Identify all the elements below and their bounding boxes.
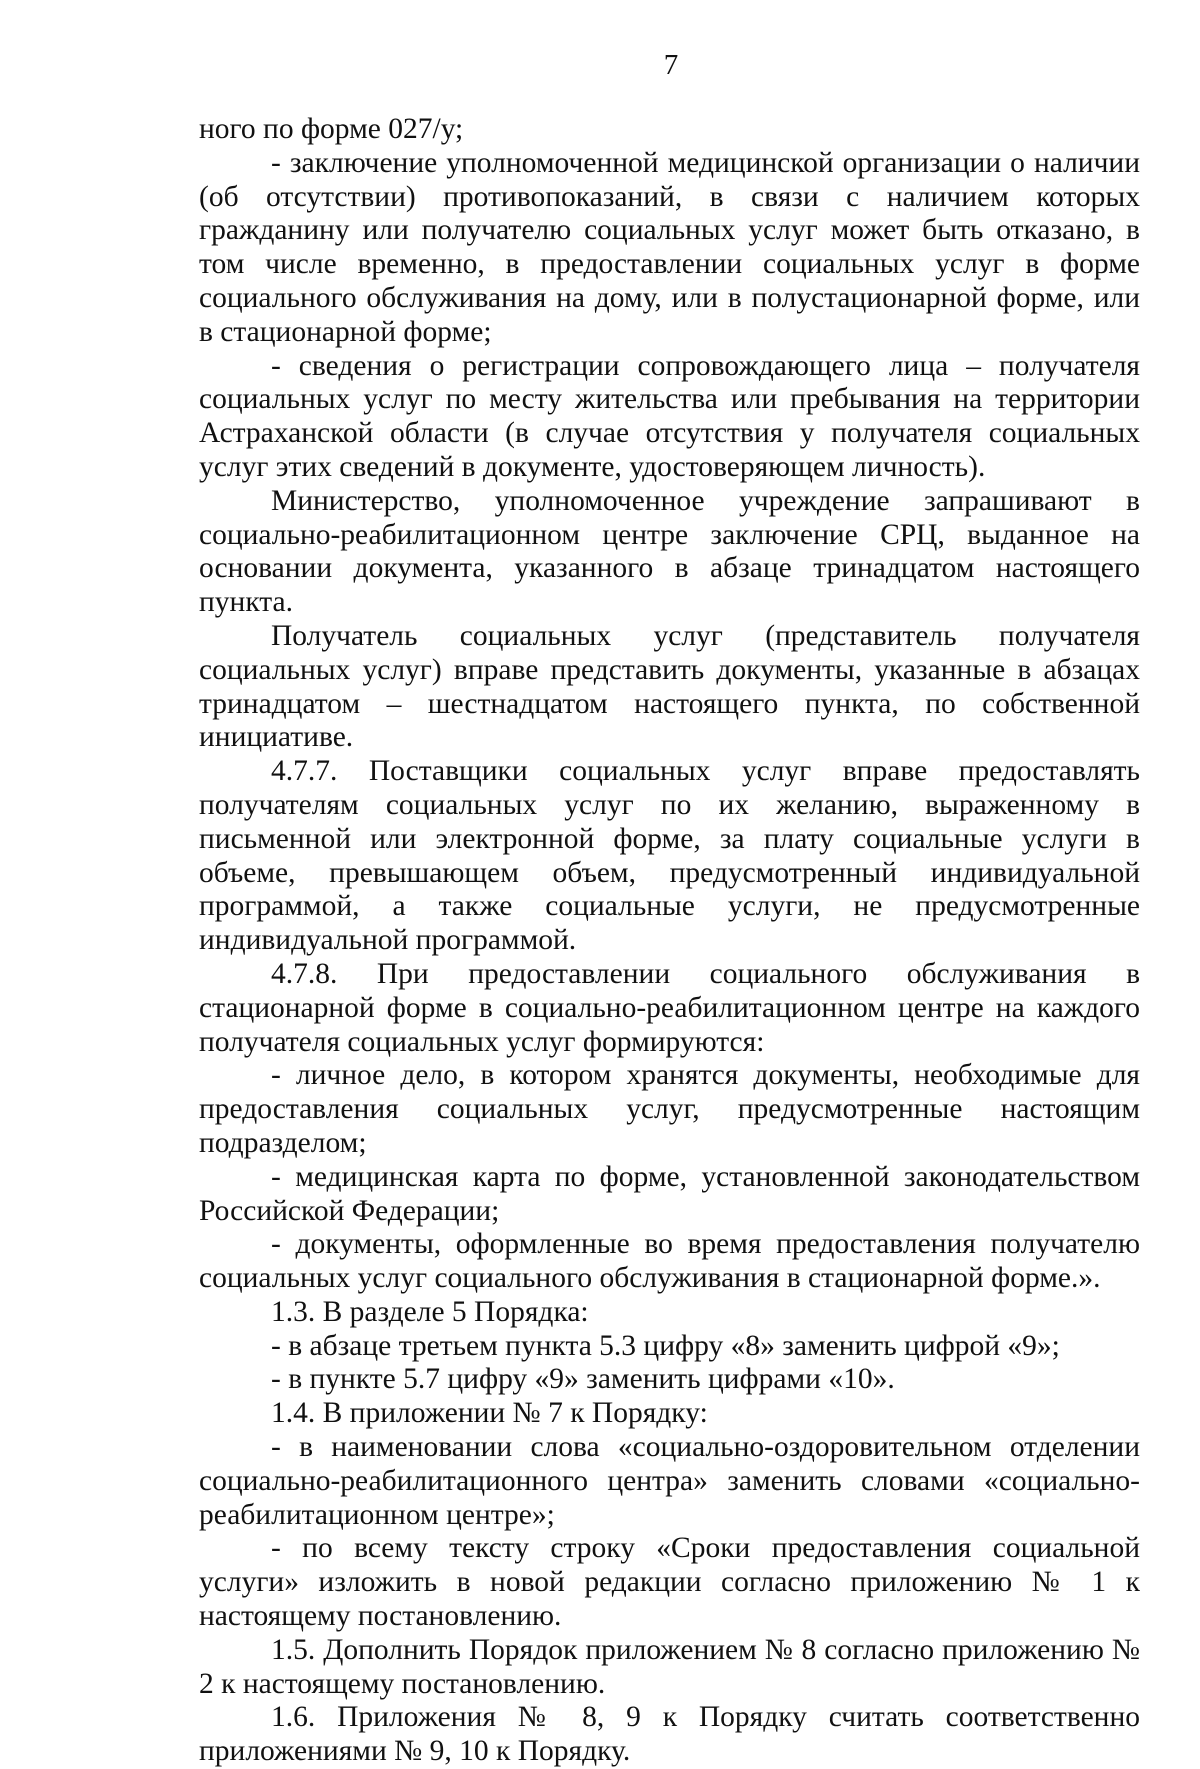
- paragraph: - личное дело, в котором хранятся документы, необходимые для предоставления социальных услуг, предусмотренные настоящим подразделом;: [199, 1059, 1140, 1159]
- paragraph: Министерство, уполномоченное учреждение запрашивают в социально-реабилитационном центре заключение СРЦ, выданное на основании документа, указанного в абзаце тринадцатом настоящего пункта.: [199, 484, 1140, 619]
- paragraph: 4.7.8. При предоставлении социального обслуживания в стационарной форме в социально-реабилитационном центре на каждого получателя социальных услуг формируются:: [199, 957, 1140, 1058]
- paragraph: 1.6. Приложения № 8, 9 к Порядку считать соответственно приложениями № 9, 10 к Порядку.: [199, 1701, 1140, 1768]
- paragraph: - по всему тексту строку «Сроки предоставления социальной услуги» изложить в новой редакции согласно приложению № 1 к настоящему постановлению.: [199, 1532, 1140, 1633]
- paragraph: - сведения о регистрации сопровождающего лица – получателя социальных услуг по месту жительства или пребывания на территории Астраханской области (в случае отсутствия у получателя социальных услуг этих сведений в документе, удостоверяющем личность).: [199, 349, 1140, 483]
- document-body: [199, 113, 1140, 1769]
- page-number: 7: [663, 49, 679, 81]
- paragraph: - в абзаце третьем пункта 5.3 цифру «8» заменить цифрой «9»;: [271, 1329, 1060, 1362]
- paragraph: - медицинская карта по форме, установленной законодательством Российской Федерации;: [199, 1160, 1140, 1227]
- paragraph: Получатель социальных услуг (представитель получателя социальных услуг) вправе представить документы, указанные в абзацах тринадцатом – шестнадцатом настоящего пункта, по собственной инициативе.: [199, 619, 1140, 754]
- paragraph: - в пункте 5.7 цифру «9» заменить цифрами «10».: [271, 1363, 895, 1396]
- paragraph: - в наименовании слова «социально-оздоровительном отделении социально-реабилитационного центра» заменить словами «социально-реабилитационном центре»;: [199, 1431, 1140, 1531]
- paragraph: 1.4. В приложении № 7 к Порядку:: [271, 1397, 708, 1430]
- paragraph: 1.5. Дополнить Порядок приложением № 8 согласно приложению № 2 к настоящему постановлению.: [199, 1633, 1140, 1700]
- paragraph: 1.3. В разделе 5 Порядка:: [271, 1295, 589, 1328]
- paragraph: 4.7.7. Поставщики социальных услуг вправе предоставлять получателям социальных услуг по их желанию, выраженному в письменной или электронной форме, за плату социальные услуги в объеме, превышающем объем, предусмотренный индивидуальной программой, а также социальные услуги, не предусмотренные индивидуальной программой.: [199, 755, 1140, 957]
- paragraph: ного по форме 027/у;: [199, 113, 464, 145]
- paragraph: - документы, оформленные во время предоставления получателю социальных услуг социального обслуживания в стационарной форме.».: [199, 1228, 1140, 1295]
- paragraph: - заключение уполномоченной медицинской организации о наличии (об отсутствии) противопоказаний, в связи с наличием которых гражданину или получателю социальных услуг может быть отказано, в том числе временно, в предоставлении социальных услуг в форме социального обслуживания на дому, или в полустационарной форме, или в стационарной форме;: [199, 146, 1140, 348]
